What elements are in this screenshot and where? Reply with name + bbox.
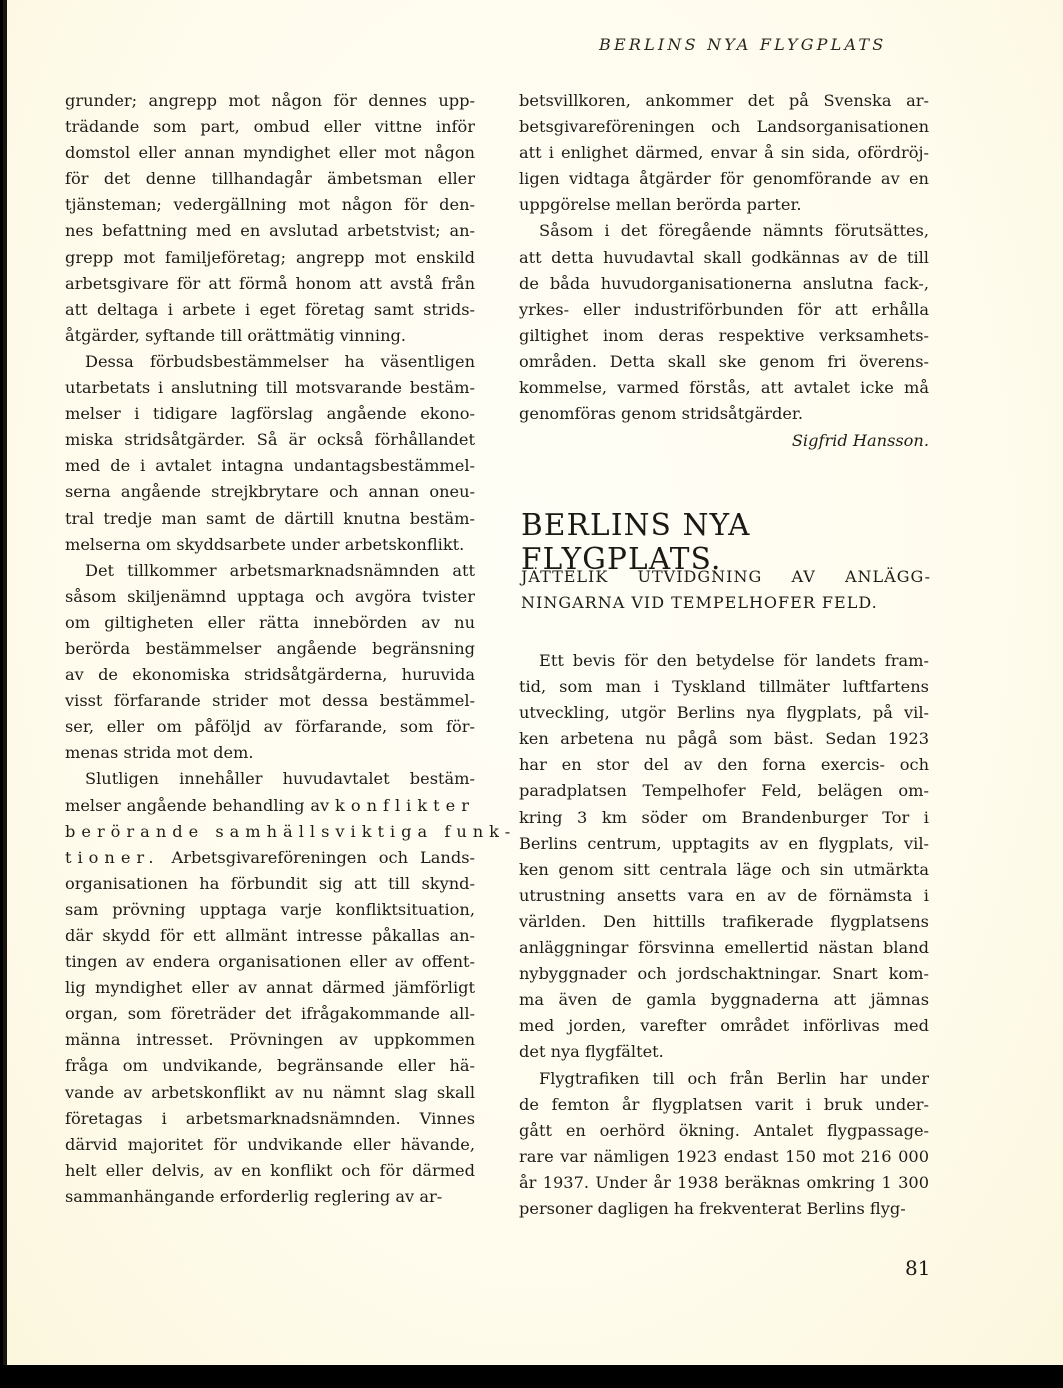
book-page — [3, 0, 1063, 1365]
text-line: Berlins centrum, upptagits av en flygplats, vil- — [519, 833, 929, 853]
article-subtitle — [521, 564, 931, 616]
text-line: ken arbetena nu pågå som bäst. Sedan 1923 — [519, 729, 929, 749]
paragraph — [65, 349, 475, 558]
text-line: såsom skiljenämnd upptaga och avgöra tvister — [65, 586, 475, 606]
text-line: att detta huvudavtal skall godkännas av de till — [519, 247, 929, 267]
text-line: världen. Den hittills trafikerade flygplatsens — [519, 911, 929, 931]
paragraph — [519, 1066, 929, 1223]
text-line: anläggningar försvinna emellertid nästan bland — [519, 938, 929, 958]
text-line — [65, 819, 517, 845]
paragraph — [65, 88, 475, 349]
text-line: sammanhängande erforderlig reglering av ar- — [65, 1186, 443, 1206]
text-line: områden. Detta skall ske genom fri överens- — [519, 351, 929, 371]
page-number: 81 — [905, 1256, 931, 1280]
paragraph — [65, 766, 517, 1210]
emphasized-spaced-text: konflikter — [335, 795, 475, 815]
text-line: Slutligen innehåller huvudavtalet bestäm- — [85, 769, 475, 789]
text-line: melserna om skyddsarbete under arbetskonflikt. — [65, 534, 465, 554]
author-signature: Sigfrid Hansson. — [791, 431, 929, 451]
text-line: gått en oerhörd ökning. Antalet flygpassage- — [519, 1120, 929, 1140]
text-line: ser, eller om påföljd av förfarande, som för- — [65, 717, 475, 737]
text-line: arbetsgivare för att förmå honom att avstå från — [65, 273, 475, 293]
text-line: har en stor del av den forna exercis- och — [519, 755, 929, 775]
article-body — [519, 648, 929, 1222]
text-line: tioner. Arbetsgivareföreningen och Lands- — [65, 847, 475, 867]
text-line: visst förfarande strider mot dessa bestämmel- — [65, 691, 475, 711]
text-line: med de i avtalet intagna undantagsbestämmel- — [65, 456, 475, 476]
text-line: giltighet inom deras respektive verksamhets- — [519, 325, 929, 345]
text-line: tingen av endera organisationen eller av offent- — [65, 952, 475, 972]
right-column-previous-article — [519, 88, 929, 454]
text-line: betsgivareföreningen och Landsorganisationen — [519, 117, 929, 137]
emphasized-spaced-text: berörande samhällsviktiga funk- — [65, 821, 517, 841]
text-line: nybyggnader och jordschaktningar. Snart kom- — [519, 964, 929, 984]
text-line: vande av arbetskonflikt av nu nämnt slag skall — [65, 1082, 475, 1102]
text-line: miska stridsåtgärder. Så är också förhållandet — [65, 430, 475, 450]
text-line: personer dagligen ha frekventerat Berlins flyg- — [519, 1198, 906, 1218]
subtitle-line: NINGARNA VID TEMPELHOFER FELD. — [521, 593, 878, 612]
text-line: de femton år flygplatsen varit i bruk under- — [519, 1094, 929, 1114]
text-line: tjänsteman; vedergällning mot någon för den- — [65, 195, 475, 215]
paragraph — [519, 648, 929, 1066]
text-line: berörda bestämmelser angående begränsning — [65, 638, 475, 658]
text-line: om giltigheten eller rätta innebörden av nu — [65, 612, 475, 632]
left-column — [65, 88, 517, 1210]
text-line: att deltaga i arbete i eget företag samt strids- — [65, 299, 475, 319]
text-line: uppgörelse mellan berörda parter. — [519, 195, 802, 215]
text-line: de båda huvudorganisationerna anslutna fack-, — [519, 273, 929, 293]
article-title: BERLINS NYA FLYGPLATS. — [521, 508, 751, 576]
text-line: Flygtrafiken till och från Berlin har under — [539, 1068, 929, 1088]
running-head: BERLINS NYA FLYGPLATS — [599, 35, 887, 54]
text-line: fråga om undvikande, begränsande eller hä- — [65, 1056, 475, 1076]
text-line: utveckling, utgör Berlins nya flygplats, på vil- — [519, 703, 929, 723]
text-line: grunder; angrepp mot någon för dennes upp- — [65, 91, 475, 110]
text-line: betsvillkoren, ankommer det på Svenska ar- — [519, 91, 929, 110]
paragraph — [519, 88, 929, 218]
text-line: kring 3 km söder om Brandenburger Tor i — [519, 807, 929, 827]
text-line: organisationen ha förbundit sig att till skynd- — [65, 873, 475, 893]
text-line: lig myndighet eller av annat därmed jämförligt — [65, 978, 475, 998]
text-line: ken genom sitt centrala läge och sin utmärkta — [519, 859, 929, 879]
text-line: melser i tidigare lagförslag angående ekono- — [65, 404, 475, 424]
text-line: domstol eller annan myndighet eller mot någon — [65, 143, 475, 163]
text-line: yrkes- eller industriförbunden för att erhålla — [519, 299, 929, 319]
text-line: Dessa förbudsbestämmelser ha väsentligen — [85, 351, 475, 371]
text-line: grepp mot familjeföretag; angrepp mot enskild — [65, 247, 475, 267]
text-line: sam prövning upptaga varje konfliktsituation, — [65, 899, 475, 919]
text-line: det nya flygfältet. — [519, 1042, 664, 1062]
text-line: därvid majoritet för undvikande eller hävande, — [65, 1134, 475, 1154]
text-line: genomföras genom stridsåtgärder. — [519, 404, 803, 424]
text-line: Ett bevis för den betydelse för landets fram- — [539, 651, 929, 670]
text-line: trädande som part, ombud eller vittne inför — [65, 117, 475, 137]
text-line: rare var nämligen 1923 endast 150 mot 216 000 — [519, 1146, 929, 1166]
text-line: nes befattning med en avslutad arbetstvist; an- — [65, 221, 475, 241]
text-line: helt eller delvis, av en konflikt och för därmed — [65, 1160, 475, 1180]
text-line: att i enlighet därmed, envar å sin sida, ofördröj- — [519, 143, 929, 163]
paragraph — [519, 218, 929, 427]
text-line: Såsom i det föregående nämnts förutsättes, — [539, 221, 929, 241]
text-line: tral tredje man samt de därtill knutna bestäm- — [65, 508, 475, 528]
text-line: serna angående strejkbrytare och annan oneu- — [65, 482, 475, 502]
text-line: ligen vidtaga åtgärder för genomförande av en — [519, 169, 929, 189]
text-line: år 1937. Under år 1938 beräknas omkring 1 300 — [519, 1172, 929, 1192]
text-line: kommelse, varmed förstås, att avtalet icke må — [519, 378, 929, 398]
text-line: melser angående behandling av konflikter — [65, 795, 475, 815]
text-line: med jorden, varefter området införlivas med — [519, 1016, 929, 1036]
text-line: för det denne tillhandagår ämbetsman eller — [65, 169, 475, 189]
subtitle-line: JÄTTELIK UTVIDGNING AV ANLÄGG- — [521, 567, 931, 586]
emphasized-spaced-text: tioner. — [65, 847, 160, 867]
text-line: där skydd för ett allmänt intresse påkallas an- — [65, 926, 475, 945]
text-line: männa intresset. Prövningen av uppkommen — [65, 1030, 475, 1050]
text-line: utrustning ansetts vara en av de förnämsta i — [519, 885, 929, 905]
text-line: åtgärder, syftande till orättmätig vinning. — [65, 325, 407, 345]
text-line: Det tillkommer arbetsmarknadsnämnden att — [85, 560, 475, 580]
text-line: paradplatsen Tempelhofer Feld, belägen om- — [519, 781, 929, 801]
text-line: av de ekonomiska stridsåtgärderna, huruvida — [65, 665, 475, 685]
text-line: tid, som man i Tyskland tillmäter luftfartens — [519, 677, 929, 697]
text-line: utarbetats i anslutning till motsvarande bestäm- — [65, 378, 475, 398]
text-line: organ, som företräder det ifrågakommande all- — [65, 1004, 475, 1024]
text-line: företagas i arbetsmarknadsnämnden. Vinnes — [65, 1108, 475, 1128]
text-line: menas strida mot dem. — [65, 743, 254, 763]
paragraph — [65, 558, 475, 767]
text-line: ma även de gamla byggnaderna att jämnas — [519, 990, 929, 1010]
